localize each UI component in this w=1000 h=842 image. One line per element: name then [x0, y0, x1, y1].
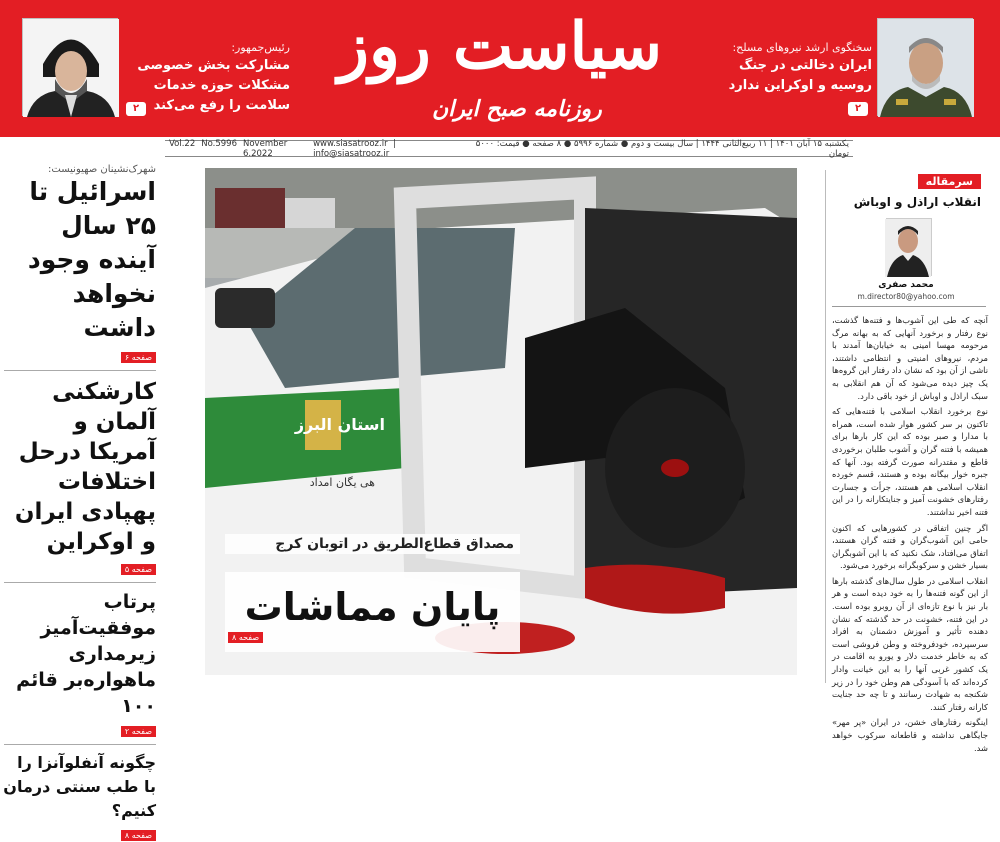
email-link[interactable]: info@siasatrooz.ir [313, 148, 390, 159]
story-satellite[interactable] [0, 589, 160, 738]
divider [4, 370, 156, 371]
story-headline[interactable]: کارشکنی آلمان و آمریکا درحل اختلافات پهپادی ایران و اوکراین [14, 379, 156, 555]
editorial-paragraph: انقلاب اسلامی در طول سال‌های گذشته بارها از این گونه فتنه‌ها را به خود دیده است و هر بار نیز با نوع تازه‌ای از آن روبرو بوده است. در این فتنه، خشونت در حد گذشته که نشان دهنده تأثیر و آموزش دشمنان به افراد سرسپرده، خودفروخته و وطن فروشی است که به خاطر خدمت دلار و یورو به اقامت در یک کشور غربی آنها را به این خیانت وادار کرده‌اند که با آسودگی هم وطن خود را در زیر شکنجه به شهادت رسانند و تا چه حد جنایت کارانه رفتار کنند. [832, 575, 988, 712]
main-story-subtitle: مصداق قطاع‌الطریق در اتوبان کرج [225, 534, 520, 554]
page-badge[interactable]: صفحه ۶ [121, 352, 156, 363]
date-persian: یکشنبه ۱۵ آبان ۱۴۰۱ | ۱۱ ربیع‌الثانی ۱۴۴۴ | سال بیست و دوم ● شماره ۵۹۹۶ ● ۸ صفحه ● قیمت: ۵۰۰۰ تومان [475, 138, 849, 159]
logo-subtitle: روزنامه صبح ایران [432, 96, 602, 122]
president-photo[interactable] [22, 18, 118, 116]
editorial-paragraph: اینگونه رفتارهای خشن، در ایران «پر مهر» جایگاهی نداشته و قاطعانه سرکوب خواهد شد. [832, 717, 988, 753]
issue-number: No.5996 [201, 138, 237, 149]
volume: Vol.22 [169, 138, 196, 149]
left-column [0, 164, 160, 840]
logo-text: سیاست روز [338, 9, 662, 84]
story-influenza[interactable] [0, 751, 160, 842]
author-name: محمد صفری [878, 280, 934, 290]
author-portrait [885, 219, 931, 277]
story-headline[interactable]: چگونه آنفلوآنزا را با طب سنتی درمان کنیم؟ [3, 753, 156, 820]
author-email[interactable]: m.director80@yahoo.com [857, 292, 955, 301]
divider [4, 744, 156, 745]
date-english: November 6.2022 [243, 138, 288, 159]
story-israel[interactable] [0, 164, 160, 364]
masthead [0, 0, 1000, 137]
portrait-graphic [23, 19, 119, 117]
story-germany-usa[interactable] [0, 377, 160, 576]
editorial-paragraph: اگر چنین اتفاقی در کشورهایی که اکنون حامی این آشوب‌گران و فتنه گران هستند، اتفاق می‌افتاد، شک نکنید که با این آشوبگران بسیار خشن و سرکوبگرانه برخورد می‌شود. [832, 522, 988, 571]
newspaper-logo[interactable] [320, 4, 680, 134]
right-masthead-story[interactable] [700, 40, 872, 96]
door-text: هی یگان امداد [309, 476, 375, 489]
editorial-paragraph: آنچه که طی این آشوب‌ها و فتنه‌ها گذشت، نوع رفتار و برخورد آنهایی که به بهانه مرگ مرحومه مهسا امینی به خیابان‌ها آمدند با مردم، نیروهای امنیتی و انتظامی داشتند، ناشی از آن بود که نشان داد رفتار این گروه‌ها یک چیز دیده می‌شود که آن هم انقلابی به سبک اراذل و اوباش از خود باقی دارد. [832, 315, 988, 401]
story-headline[interactable]: پرتاب موفقیت‌آمیز زیرمداری ماهواره‌بر قائم ۱۰۰ [16, 591, 156, 717]
door-text: استان البرز [294, 415, 385, 434]
editorial-body [832, 314, 988, 757]
editorial-paragraph: نوع برخورد انقلاب اسلامی با فتنه‌هایی که تاکنون بر سر کشور هوار شده است، همراه با مدارا و صبر بوده که این کار بارها برای همیشه با فتنه گران و آشوب طلبان برخوردی قاطع و مقتدرانه صورت گرفته بود. آنها که جبره خوار بیگانه بوده و هستند، قسم خورده انقلاب اسلامی هم هستند، جرأت و جسارت رفتارهای خشونت آمیز و جنایتکارانه را در این فتنه اخیر نداشتند. [832, 406, 988, 517]
contact-info: www.siasatrooz.ir | info@siasatrooz.ir [313, 138, 399, 159]
divider [4, 582, 156, 583]
website-link[interactable]: www.siasatrooz.ir [313, 138, 388, 149]
portrait-graphic [878, 19, 974, 117]
story-kicker: شهرک‌نشینان صهیونیست: [48, 164, 156, 175]
editorial-label: سرمقاله [918, 174, 981, 189]
editorial-title[interactable]: انقلاب اراذل و اوباش [853, 195, 981, 209]
story-title[interactable]: مشارکت بخش خصوصی مشکلات حوزه خدمات سلامت را رفع می‌کند [137, 58, 290, 113]
editorial-column [825, 170, 995, 753]
story-kicker: رئیس‌جمهور: [231, 41, 290, 54]
story-headline[interactable]: اسرائیل تا ۲۵ سال آینده وجود نخواهد داشت [27, 177, 156, 342]
divider [832, 306, 986, 307]
page-badge[interactable]: ۲ [848, 102, 868, 116]
story-kicker: سخنگوی ارشد نیروهای مسلح: [732, 41, 872, 54]
page-badge[interactable]: صفحه ۲ [121, 726, 156, 737]
page-badge[interactable]: صفحه ۵ [121, 564, 156, 575]
story-title[interactable]: ایران دخالتی در جنگ روسیه و اوکراین ندارد [728, 58, 872, 93]
main-story-headline[interactable]: پایان مماشات [225, 572, 520, 652]
page-badge[interactable]: صفحه ۸ [121, 830, 156, 841]
page-badge[interactable]: صفحه ۸ [228, 632, 263, 643]
author-photo [886, 218, 932, 276]
issue-info [165, 139, 313, 159]
spokesman-photo[interactable] [877, 18, 973, 116]
dateline [165, 140, 853, 157]
page-badge[interactable]: ۲ [126, 102, 146, 116]
